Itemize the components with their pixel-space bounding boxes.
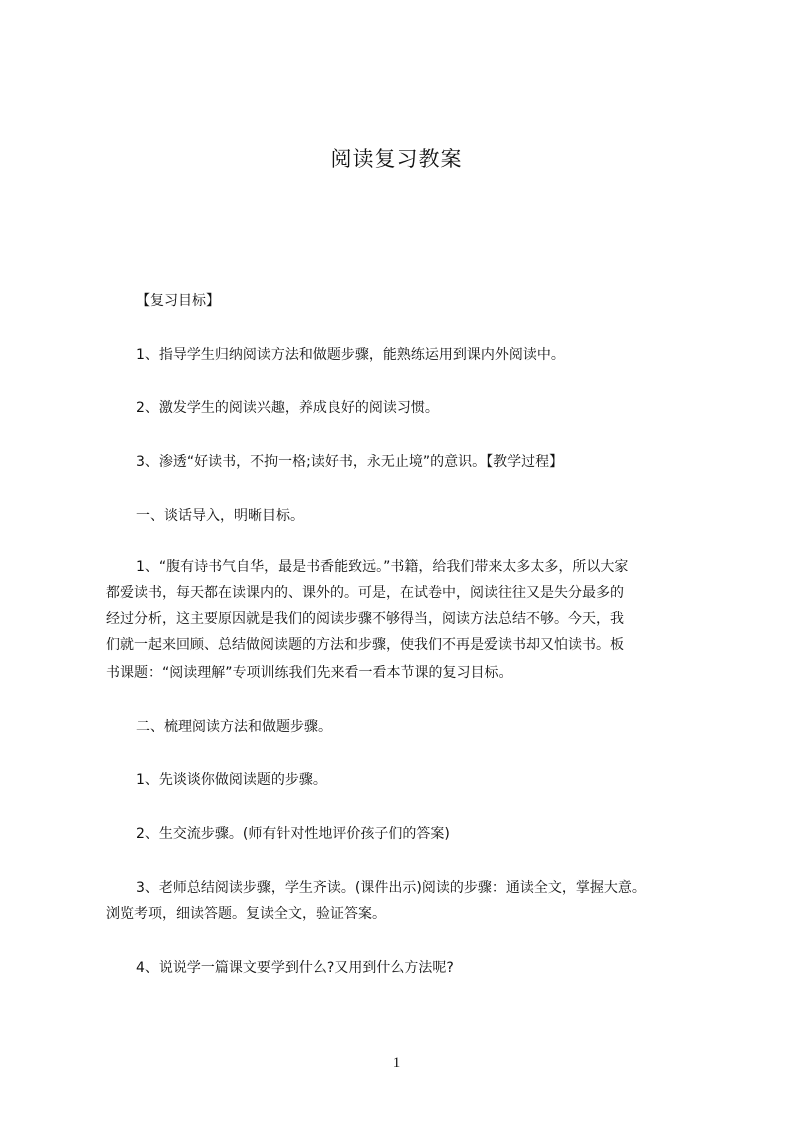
document-title: 阅读复习教案 (330, 147, 463, 171)
goal-item-3: 3、渗透“好读书，不拘一格;读好书，永无止境”的意识。【教学过程】 (136, 454, 564, 470)
paragraph-line: 1、“腹有诗书气自华，最是书香能致远。”书籍，给我们带来太多太多，所以大家 (136, 559, 629, 575)
goal-item-2: 2、激发学生的阅读兴趣，养成良好的阅读习惯。 (136, 400, 439, 416)
step-item-1: 1、先谈谈你做阅读题的步骤。 (136, 772, 327, 788)
review-goal-heading: 【复习目标】 (136, 293, 220, 309)
paragraph-line: 书课题：“阅读理解”专项训练我们先来看一看本节课的复习目标。 (106, 665, 513, 681)
paragraph-line: 们就一起来回顾、总结做阅读题的方法和步骤，使我们不再是爱读书却又怕读书。板 (106, 637, 624, 653)
step-item-4: 4、说说学一篇课文要学到什么?又用到什么方法呢? (136, 960, 454, 976)
paragraph-line: 经过分析，这主要原因就是我们的阅读步骤不够得当，阅读方法总结不够。今天，我 (106, 611, 624, 627)
step-item-3-line: 3、老师总结阅读步骤，学生齐读。(课件出示)阅读的步骤：通读全文，掌握大意。 (136, 880, 646, 896)
paragraph-line: 都爱读书，每天都在读课内的、课外的。可是，在试卷中，阅读往往又是失分最多的 (106, 585, 624, 601)
goal-item-1: 1、指导学生归纳阅读方法和做题步骤，能熟练运用到课内外阅读中。 (136, 347, 565, 363)
section-1-heading: 一、谈话导入，明晰目标。 (136, 508, 304, 524)
section-2-heading: 二、梳理阅读方法和做题步骤。 (136, 719, 332, 735)
step-item-2: 2、生交流步骤。(师有针对性地评价孩子们的答案) (136, 826, 450, 842)
step-item-3-line: 浏览考项，细读答题。复读全文，验证答案。 (106, 906, 386, 922)
page-number: 1 (392, 1055, 401, 1071)
